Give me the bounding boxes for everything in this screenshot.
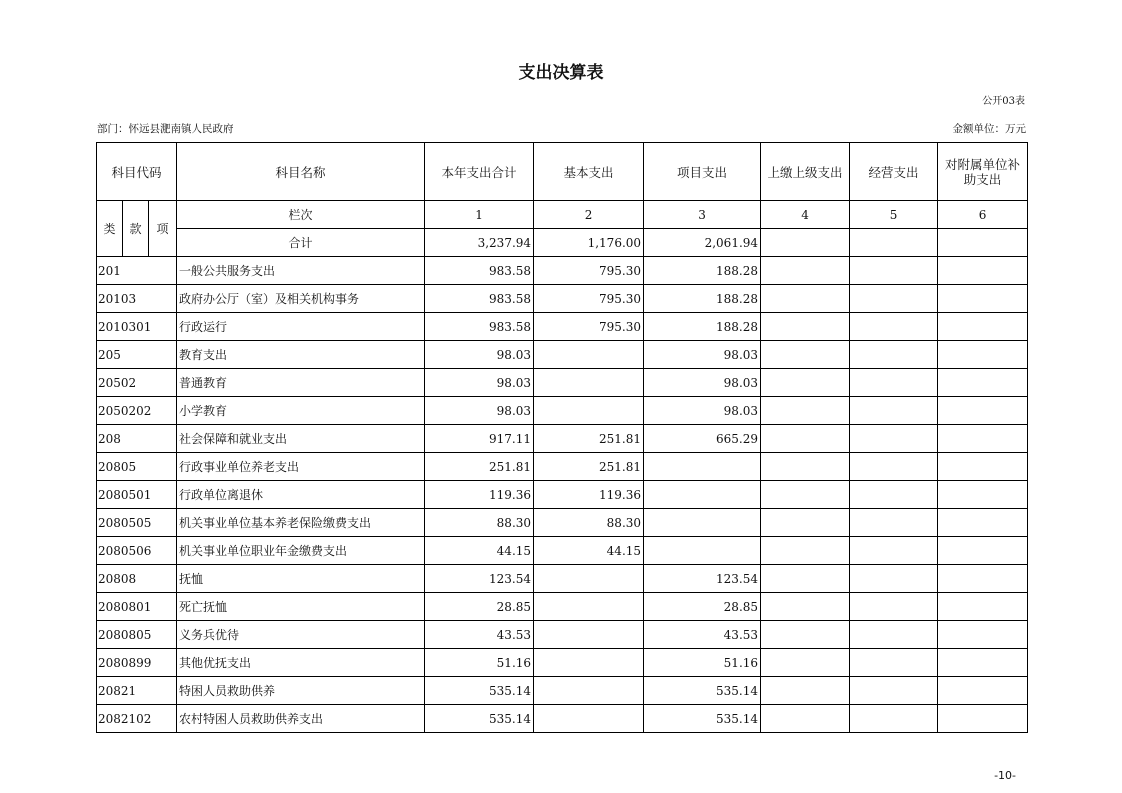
row-total: 535.14 — [425, 677, 534, 705]
row-project: 535.14 — [644, 677, 761, 705]
row-code: 20808 — [97, 565, 177, 593]
row-name: 教育支出 — [177, 341, 425, 369]
sub-header-kuan: 款 — [123, 201, 149, 257]
empty-cell — [938, 313, 1028, 341]
empty-cell — [761, 453, 850, 481]
row-name: 其他优抚支出 — [177, 649, 425, 677]
row-total: 28.85 — [425, 593, 534, 621]
row-total: 251.81 — [425, 453, 534, 481]
row-name: 义务兵优待 — [177, 621, 425, 649]
row-name: 行政运行 — [177, 313, 425, 341]
empty-cell — [850, 509, 938, 537]
row-basic: 251.81 — [534, 425, 644, 453]
table-row — [97, 397, 1028, 425]
row-name: 政府办公厅（室）及相关机构事务 — [177, 285, 425, 313]
row-project: 43.53 — [644, 621, 761, 649]
row-name: 死亡抚恤 — [177, 593, 425, 621]
department-label: 部门：怀远县淝南镇人民政府 — [97, 123, 234, 135]
empty-cell — [850, 397, 938, 425]
row-basic — [534, 565, 644, 593]
row-basic: 795.30 — [534, 313, 644, 341]
row-code: 2080801 — [97, 593, 177, 621]
page-number: -10- — [994, 769, 1016, 782]
row-project: 98.03 — [644, 397, 761, 425]
row-name: 行政事业单位养老支出 — [177, 453, 425, 481]
row-project: 98.03 — [644, 369, 761, 397]
empty-cell — [938, 397, 1028, 425]
row-name: 行政单位离退休 — [177, 481, 425, 509]
row-basic — [534, 341, 644, 369]
table-row — [97, 369, 1028, 397]
row-project: 98.03 — [644, 341, 761, 369]
row-code: 208 — [97, 425, 177, 453]
row-basic — [534, 705, 644, 733]
row-name: 特困人员救助供养 — [177, 677, 425, 705]
column-number: 1 — [425, 201, 534, 229]
column-number-row — [97, 201, 1028, 229]
row-total: 44.15 — [425, 537, 534, 565]
empty-cell — [938, 453, 1028, 481]
empty-cell — [938, 229, 1028, 257]
empty-cell — [761, 481, 850, 509]
empty-cell — [938, 341, 1028, 369]
empty-cell — [761, 313, 850, 341]
empty-cell — [938, 649, 1028, 677]
empty-cell — [938, 509, 1028, 537]
row-name: 机关事业单位基本养老保险缴费支出 — [177, 509, 425, 537]
header-name: 科目名称 — [177, 143, 425, 201]
row-total: 123.54 — [425, 565, 534, 593]
table-row — [97, 313, 1028, 341]
empty-cell — [850, 229, 938, 257]
table-row — [97, 565, 1028, 593]
empty-cell — [850, 537, 938, 565]
column-number: 3 — [644, 201, 761, 229]
table-row — [97, 453, 1028, 481]
row-total: 535.14 — [425, 705, 534, 733]
total-project: 2,061.94 — [644, 229, 761, 257]
table-row — [97, 425, 1028, 453]
row-code: 2080899 — [97, 649, 177, 677]
row-code: 201 — [97, 257, 177, 285]
row-code: 2080505 — [97, 509, 177, 537]
empty-cell — [850, 481, 938, 509]
empty-cell — [850, 621, 938, 649]
row-name: 普通教育 — [177, 369, 425, 397]
header-subsidy: 对附属单位补助支出 — [938, 143, 1028, 201]
empty-cell — [761, 341, 850, 369]
row-name: 农村特困人员救助供养支出 — [177, 705, 425, 733]
empty-cell — [761, 649, 850, 677]
row-name: 小学教育 — [177, 397, 425, 425]
row-project — [644, 481, 761, 509]
row-project: 51.16 — [644, 649, 761, 677]
empty-cell — [761, 593, 850, 621]
header-total: 本年支出合计 — [425, 143, 534, 201]
row-basic — [534, 369, 644, 397]
row-basic: 795.30 — [534, 285, 644, 313]
form-number: 公开03表 — [982, 96, 1025, 107]
row-basic: 251.81 — [534, 453, 644, 481]
empty-cell — [850, 341, 938, 369]
row-project — [644, 453, 761, 481]
row-project — [644, 537, 761, 565]
table-row — [97, 257, 1028, 285]
table-row — [97, 509, 1028, 537]
sub-header-xiang: 项 — [149, 201, 177, 257]
row-total: 119.36 — [425, 481, 534, 509]
row-basic — [534, 677, 644, 705]
empty-cell — [761, 425, 850, 453]
table-row — [97, 649, 1028, 677]
table-row — [97, 537, 1028, 565]
table-row — [97, 341, 1028, 369]
row-name: 一般公共服务支出 — [177, 257, 425, 285]
row-project: 123.54 — [644, 565, 761, 593]
empty-cell — [761, 677, 850, 705]
empty-cell — [938, 369, 1028, 397]
row-total: 98.03 — [425, 341, 534, 369]
empty-cell — [761, 509, 850, 537]
table-row — [97, 481, 1028, 509]
empty-cell — [850, 425, 938, 453]
expenditure-table — [96, 142, 1028, 733]
total-basic: 1,176.00 — [534, 229, 644, 257]
sub-header-lanci: 栏次 — [177, 201, 425, 229]
empty-cell — [761, 537, 850, 565]
empty-cell — [850, 649, 938, 677]
column-number: 5 — [850, 201, 938, 229]
row-basic — [534, 621, 644, 649]
header-code: 科目代码 — [97, 143, 177, 201]
total-amount: 3,237.94 — [425, 229, 534, 257]
row-basic: 44.15 — [534, 537, 644, 565]
row-name: 机关事业单位职业年金缴费支出 — [177, 537, 425, 565]
row-project: 535.14 — [644, 705, 761, 733]
row-basic: 88.30 — [534, 509, 644, 537]
total-label: 合计 — [177, 229, 425, 257]
empty-cell — [761, 565, 850, 593]
row-project: 188.28 — [644, 257, 761, 285]
row-code: 2050202 — [97, 397, 177, 425]
header-row — [97, 143, 1028, 201]
sub-header-lei: 类 — [97, 201, 123, 257]
amount-unit-label: 金额单位：万元 — [952, 123, 1026, 135]
row-total: 98.03 — [425, 369, 534, 397]
empty-cell — [938, 425, 1028, 453]
row-code: 2080805 — [97, 621, 177, 649]
column-number: 6 — [938, 201, 1028, 229]
empty-cell — [850, 453, 938, 481]
empty-cell — [938, 565, 1028, 593]
column-number: 4 — [761, 201, 850, 229]
header-project: 项目支出 — [644, 143, 761, 201]
page-title: 支出决算表 — [518, 63, 604, 83]
row-total: 983.58 — [425, 313, 534, 341]
row-project — [644, 509, 761, 537]
row-total: 917.11 — [425, 425, 534, 453]
empty-cell — [761, 285, 850, 313]
row-name: 社会保障和就业支出 — [177, 425, 425, 453]
table-row — [97, 621, 1028, 649]
row-code: 20502 — [97, 369, 177, 397]
table-row — [97, 677, 1028, 705]
empty-cell — [761, 369, 850, 397]
header-business: 经营支出 — [850, 143, 938, 201]
empty-cell — [761, 397, 850, 425]
total-row — [97, 229, 1028, 257]
row-code: 2080506 — [97, 537, 177, 565]
row-code: 20821 — [97, 677, 177, 705]
empty-cell — [850, 677, 938, 705]
row-basic: 119.36 — [534, 481, 644, 509]
row-total: 983.58 — [425, 257, 534, 285]
row-basic: 795.30 — [534, 257, 644, 285]
column-number: 2 — [534, 201, 644, 229]
row-project: 188.28 — [644, 285, 761, 313]
empty-cell — [850, 369, 938, 397]
empty-cell — [938, 621, 1028, 649]
row-basic — [534, 397, 644, 425]
row-code: 20805 — [97, 453, 177, 481]
empty-cell — [761, 229, 850, 257]
row-project: 665.29 — [644, 425, 761, 453]
empty-cell — [761, 705, 850, 733]
empty-cell — [938, 593, 1028, 621]
row-total: 98.03 — [425, 397, 534, 425]
header-basic: 基本支出 — [534, 143, 644, 201]
empty-cell — [761, 257, 850, 285]
empty-cell — [938, 257, 1028, 285]
row-total: 51.16 — [425, 649, 534, 677]
empty-cell — [938, 481, 1028, 509]
empty-cell — [850, 285, 938, 313]
empty-cell — [938, 537, 1028, 565]
row-total: 88.30 — [425, 509, 534, 537]
empty-cell — [938, 705, 1028, 733]
empty-cell — [850, 313, 938, 341]
empty-cell — [761, 621, 850, 649]
row-code: 205 — [97, 341, 177, 369]
row-basic — [534, 593, 644, 621]
row-project: 28.85 — [644, 593, 761, 621]
empty-cell — [938, 285, 1028, 313]
row-total: 983.58 — [425, 285, 534, 313]
table-row — [97, 593, 1028, 621]
empty-cell — [850, 705, 938, 733]
row-basic — [534, 649, 644, 677]
empty-cell — [850, 257, 938, 285]
row-name: 抚恤 — [177, 565, 425, 593]
empty-cell — [850, 565, 938, 593]
row-code: 2010301 — [97, 313, 177, 341]
row-total: 43.53 — [425, 621, 534, 649]
empty-cell — [850, 593, 938, 621]
table-row — [97, 705, 1028, 733]
table-row — [97, 285, 1028, 313]
header-upper: 上缴上级支出 — [761, 143, 850, 201]
row-code: 2082102 — [97, 705, 177, 733]
row-code: 20103 — [97, 285, 177, 313]
row-project: 188.28 — [644, 313, 761, 341]
row-code: 2080501 — [97, 481, 177, 509]
empty-cell — [938, 677, 1028, 705]
